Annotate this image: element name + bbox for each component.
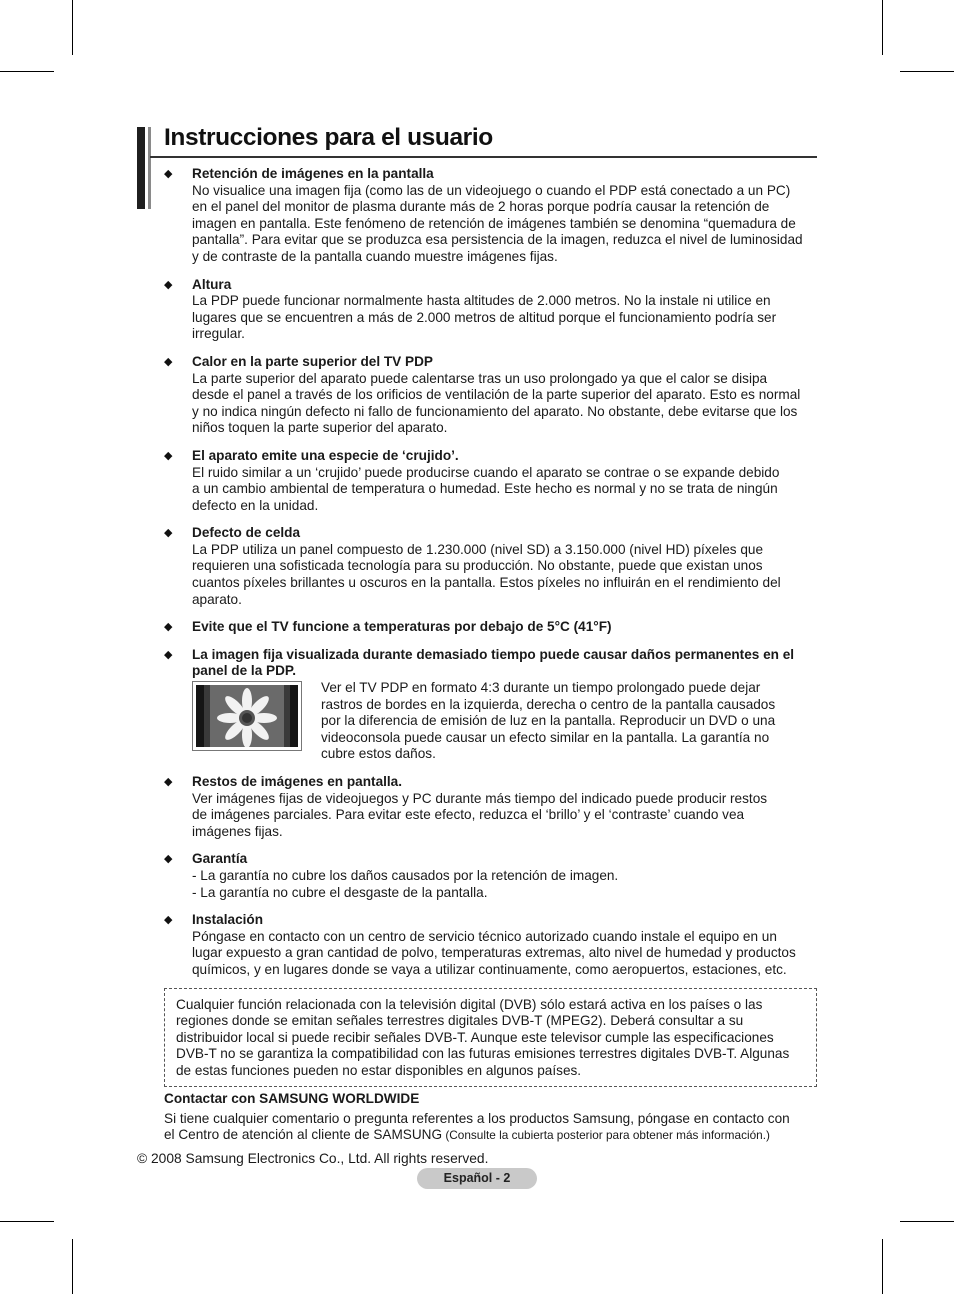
section-body xyxy=(192,929,820,979)
section-defecto-celda xyxy=(164,525,820,608)
section-instalacion xyxy=(164,912,820,978)
body-line: El ruido similar a un ‘crujido’ puede producirse cuando el aparato se contrae o se expande debido xyxy=(192,464,780,480)
crop-mark xyxy=(0,71,54,72)
crop-mark xyxy=(882,0,883,55)
diamond-bullet-icon: ◆ xyxy=(164,168,173,180)
body-line: lugares que se encuentren a más de 2.000 metros de altitud porque el funcionamiento podría ser xyxy=(192,309,777,325)
body-line: rastros de bordes en la izquierda, derecha o centro de la pantalla causados xyxy=(321,696,776,712)
diamond-bullet-icon: ◆ xyxy=(164,648,173,661)
image-description xyxy=(321,680,820,763)
section-heading: El aparato emite una especie de ‘crujido’. xyxy=(192,447,459,463)
notice-line: distribuidor local si puede recibir señales DVB-T. Aunque este televisor cumple las especificaciones xyxy=(176,1029,774,1045)
diamond-bullet-icon: ◆ xyxy=(164,449,173,462)
body-line: por la diferencia de emisión de luz en la pantalla. Reproducir un DVD o una xyxy=(321,713,776,729)
section-body xyxy=(192,465,820,515)
body-line: imagen en pantalla. Este fenómeno de retención de imágenes también se denomina “quemadura de xyxy=(192,215,796,231)
body-line: y de contraste de la pantalla cuando muestre imágenes fijas. xyxy=(192,248,558,264)
page-title: Instrucciones para el usuario xyxy=(164,124,493,151)
instruction-list xyxy=(164,166,820,990)
body-line: No visualice una imagen fija (como las de un videojuego o cuando el PDP está conectado a un PC) xyxy=(192,182,791,198)
body-line: niños toquen la parte superior del aparato. xyxy=(192,420,448,436)
accent-bar-light xyxy=(148,127,151,209)
page-number-badge: Español - 2 xyxy=(417,1168,537,1189)
title-rule xyxy=(150,156,817,158)
body-line: - La garantía no cubre el desgaste de la pantalla. xyxy=(192,884,488,900)
section-heading: Garantía xyxy=(192,851,248,867)
body-line: lugar expuesto a gran cantidad de polvo, temperaturas extremas, alto nivel de humedad y productos xyxy=(192,945,796,961)
body-line: Póngase en contacto con un centro de servicio técnico autorizado cuando instale el equipo en un xyxy=(192,928,777,944)
section-heading: Restos de imágenes en pantalla. xyxy=(192,774,403,789)
section-heading: Altura xyxy=(192,276,232,292)
accent-bar-dark xyxy=(137,127,145,209)
crop-mark xyxy=(900,1221,954,1222)
notice-line: DVB-T no se garantiza la compatibilidad con las futuras emisiones terrestres digitales DVB-T. Algunas xyxy=(176,1046,790,1062)
diamond-bullet-icon: ◆ xyxy=(164,914,173,927)
copyright-notice: © 2008 Samsung Electronics Co., Ltd. All rights reserved. xyxy=(137,1151,489,1166)
contact-text xyxy=(164,1111,824,1144)
body-line: La parte superior del aparato puede calentarse tras un uso prolongado ya que el calor se disipa xyxy=(192,370,768,386)
section-altura xyxy=(164,277,820,343)
section-heading: Calor en la parte superior del TV PDP xyxy=(192,353,433,369)
crop-mark xyxy=(72,1239,73,1294)
body-line: videoconsola puede causar un efecto similar en la pantalla. La garantía no xyxy=(321,729,770,745)
body-line: químicos, y en lugares donde se vaya a utilizar continuamente, como aeropuertos, estaciones, etc. xyxy=(192,961,787,977)
body-line: aparato. xyxy=(192,591,242,607)
diamond-bullet-icon: ◆ xyxy=(164,278,173,291)
diamond-bullet-icon: ◆ xyxy=(164,355,173,368)
section-body xyxy=(192,293,820,343)
body-line: en el panel del monitor de plasma durante más de 2 horas porque podría causar la retención de xyxy=(192,199,770,215)
contact-line-note: (Consulte la cubierta posterior para obtener más información.) xyxy=(442,1128,770,1143)
body-line: pantalla”. Para evitar que se produzca esa persistencia de la imagen, reduzca el nivel de luminosidad xyxy=(192,232,803,248)
crop-mark xyxy=(72,0,73,55)
diamond-bullet-icon: ◆ xyxy=(164,853,173,866)
diamond-bullet-icon: ◆ xyxy=(164,527,173,540)
daisy-flower-icon xyxy=(196,685,298,747)
body-line: cubre estos daños. xyxy=(321,746,436,762)
body-line: cuantos píxeles brillantes u oscuros en la pantalla. Estos píxeles no influirán en el rendimiento del xyxy=(192,575,781,591)
body-line: - La garantía no cubre los daños causados por la retención de imagen. xyxy=(192,867,619,883)
contact-line-main: el Centro de atención al cliente de SAMSUNG xyxy=(164,1127,443,1143)
section-garantia xyxy=(164,851,820,901)
body-line: de imágenes parciales. Para evitar este efecto, reduzca el ‘brillo’ y el ‘contraste’ cuando vea xyxy=(192,807,745,823)
notice-line: regiones donde se emitan señales terrestres digitales DVB-T (MPEG2). Deberá consultar a su xyxy=(176,1013,744,1029)
body-line: desde el panel a través de los orificios de ventilación de la parte superior del aparato. Esto es normal xyxy=(192,387,801,403)
body-line: imágenes fijas. xyxy=(192,823,283,839)
contact-line xyxy=(164,1127,824,1143)
dvb-notice-box xyxy=(164,988,817,1087)
title-accent-bar xyxy=(137,127,151,209)
crop-mark xyxy=(882,1239,883,1294)
notice-line: Cualquier función relacionada con la televisión digital (DVB) sólo estará activa en los países o las xyxy=(176,997,763,1012)
diamond-bullet-icon: ◆ xyxy=(164,776,173,788)
section-heading: Defecto de celda xyxy=(192,525,301,541)
heading-line: La imagen fija visualizada durante demasiado tiempo puede causar daños permanentes en el xyxy=(192,646,795,662)
body-line: defecto en la unidad. xyxy=(192,497,319,513)
section-body xyxy=(192,791,820,841)
screen-burn-illustration xyxy=(196,685,298,747)
section-heading: Evite que el TV funcione a temperaturas por debajo de 5°C (41°F) xyxy=(192,619,612,635)
section-body xyxy=(192,868,820,901)
body-line: Ver el TV PDP en formato 4:3 durante un tiempo prolongado puede dejar xyxy=(321,680,761,696)
body-line: La PDP puede funcionar normalmente hasta altitudes de 2.000 metros. No la instale ni utilice en xyxy=(192,293,771,309)
section-body xyxy=(192,183,820,266)
flower-screen-image xyxy=(192,681,302,751)
body-line: y no indica ningún defecto ni fallo de funcionamiento del aparato. No obstante, debe evitarse que los xyxy=(192,403,798,419)
section-body xyxy=(192,371,820,437)
section-heading: Instalación xyxy=(192,912,264,928)
heading-line: panel de la PDP. xyxy=(192,663,297,679)
body-line: requieren una sofisticada tecnología para su producción. No obstante, puede que existan unos xyxy=(192,558,763,574)
crop-mark xyxy=(900,71,954,72)
section-body xyxy=(192,542,820,608)
contact-title: Contactar con SAMSUNG WORLDWIDE xyxy=(164,1091,420,1106)
section-heading: Retención de imágenes en la pantalla xyxy=(192,166,434,181)
crop-mark xyxy=(0,1221,54,1222)
body-line: a un cambio ambiental de temperatura o humedad. Este hecho es normal y no se trata de ningún xyxy=(192,481,778,497)
section-restos-imagenes xyxy=(164,774,820,840)
section-crujido xyxy=(164,448,820,514)
section-imagen-fija xyxy=(164,647,820,763)
section-heading xyxy=(192,647,820,680)
body-line: Ver imágenes fijas de videojuegos y PC durante más tiempo del indicado puede producir restos xyxy=(192,790,768,806)
section-calor xyxy=(164,354,820,437)
diamond-bullet-icon: ◆ xyxy=(164,621,173,634)
contact-line: Si tiene cualquier comentario o pregunta referentes a los productos Samsung, póngase en contacto con xyxy=(164,1111,790,1126)
body-line: La PDP utiliza un panel compuesto de 1.230.000 (nivel SD) a 3.150.000 (nivel HD) píxeles que xyxy=(192,541,764,557)
image-row xyxy=(192,680,820,763)
notice-line: de estas funciones pueden no estar disponibles en algunos países. xyxy=(176,1062,582,1078)
body-line: irregular. xyxy=(192,326,245,342)
section-retencion xyxy=(164,166,820,266)
section-temperatura xyxy=(164,619,820,636)
